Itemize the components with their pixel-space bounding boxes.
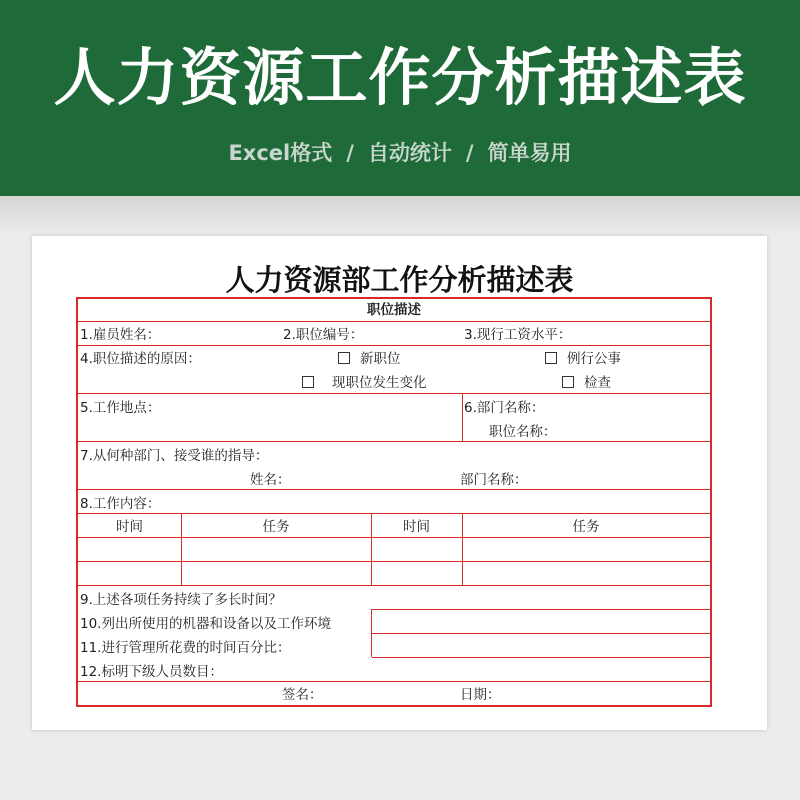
section-header: 职位描述 xyxy=(367,302,421,318)
position-name-label: 职位名称： xyxy=(489,424,557,440)
column-divider xyxy=(462,393,463,441)
row-divider xyxy=(78,513,710,514)
task-header-time: 时间 xyxy=(403,519,430,535)
banner-shadow xyxy=(0,196,800,236)
banner-subtitle xyxy=(0,138,800,168)
option-label: 例行公事 xyxy=(567,351,621,367)
banner xyxy=(0,0,800,196)
checkbox-icon[interactable] xyxy=(302,376,314,388)
checkbox-icon[interactable] xyxy=(338,352,350,364)
position-code-label: 2.职位编号： xyxy=(283,327,364,343)
row-divider xyxy=(78,321,710,322)
option-position-changed[interactable] xyxy=(302,374,427,392)
row-divider xyxy=(78,345,710,346)
document-title: 人力资源部工作分析描述表 xyxy=(225,263,574,297)
option-new-position[interactable] xyxy=(338,350,401,368)
task-header-task: 任务 xyxy=(572,519,600,535)
subtitle-format: Excel格式 xyxy=(228,141,333,165)
banner-title: 人力资源工作分析描述表 xyxy=(53,41,747,114)
option-inspection[interactable] xyxy=(562,374,611,392)
salary-level-label: 3.现行工资水平： xyxy=(464,327,572,343)
row-divider xyxy=(372,657,710,658)
row-divider xyxy=(78,585,710,586)
question-duration: 9.上述各项任务持续了多长时间？ xyxy=(80,592,282,608)
row-divider xyxy=(78,441,710,442)
option-routine[interactable] xyxy=(545,350,621,368)
task-header-task: 任务 xyxy=(262,519,290,535)
work-content-label: 8.工作内容： xyxy=(80,496,161,512)
question-equipment: 10.列出所使用的机器和设备以及工作环境 xyxy=(80,616,331,632)
department-name-label: 6.部门名称： xyxy=(464,400,545,416)
checkbox-icon[interactable] xyxy=(562,376,574,388)
document-sheet xyxy=(32,236,767,730)
work-location-label: 5.工作地点： xyxy=(80,400,161,416)
option-label: 检查 xyxy=(584,375,611,391)
subtitle-auto-stats: 自动统计 xyxy=(367,141,452,165)
supervisor-department-label: 部门名称： xyxy=(460,472,528,488)
row-divider xyxy=(372,609,710,610)
reason-label: 4.职位描述的原因： xyxy=(80,351,201,367)
row-divider xyxy=(78,681,710,682)
subtitle-separator: / xyxy=(346,141,354,165)
question-subordinates: 12.标明下级人员数目： xyxy=(80,664,223,680)
row-divider xyxy=(78,393,710,394)
supervisor-name-label: 姓名： xyxy=(250,472,291,488)
task-header-time: 时间 xyxy=(116,519,143,535)
subtitle-easy-use: 简单易用 xyxy=(487,141,572,165)
option-label: 现职位发生变化 xyxy=(332,375,427,391)
date-label: 日期： xyxy=(460,687,501,703)
row-divider xyxy=(78,561,710,562)
row-divider xyxy=(372,633,710,634)
checkbox-icon[interactable] xyxy=(545,352,557,364)
row-divider xyxy=(78,537,710,538)
column-divider xyxy=(371,609,372,657)
subtitle-separator: / xyxy=(465,141,474,165)
guidance-label: 7.从何种部门、接受谁的指导： xyxy=(80,448,269,464)
job-description-form xyxy=(76,297,712,707)
signature-label: 签名： xyxy=(282,687,323,703)
employee-name-label: 1.雇员姓名： xyxy=(80,327,161,343)
option-label: 新职位 xyxy=(360,351,401,367)
question-management-time: 11.进行管理所花费的时间百分比： xyxy=(80,640,291,656)
row-divider xyxy=(78,489,710,490)
